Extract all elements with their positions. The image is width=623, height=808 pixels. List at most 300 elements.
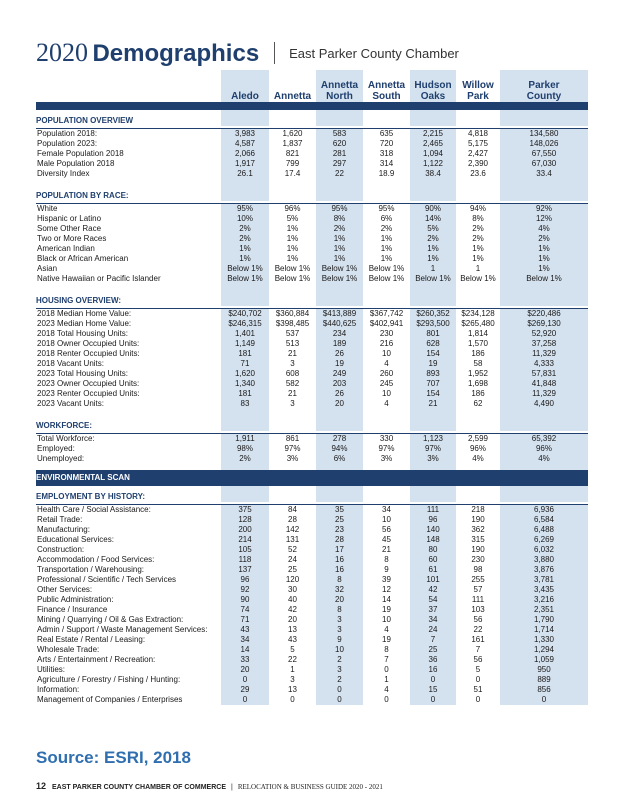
cell-value: 278 bbox=[316, 434, 363, 445]
cell-value: 362 bbox=[471, 525, 485, 534]
column-header-line1: Hudson bbox=[414, 80, 452, 91]
cell-value: 1% bbox=[410, 254, 456, 264]
cell-value: 7 bbox=[475, 645, 481, 654]
row-label: Educational Services: bbox=[37, 535, 114, 544]
table-row bbox=[36, 264, 588, 274]
cell-value: 1% bbox=[286, 234, 299, 243]
cell-value: $265,480 bbox=[461, 319, 495, 328]
cell-value: 375 bbox=[221, 505, 269, 516]
cell-value: 161 bbox=[471, 635, 485, 644]
cell-value: 3 bbox=[290, 399, 295, 408]
band-cell bbox=[316, 470, 363, 486]
spacer-cell bbox=[316, 486, 363, 502]
cell-value: 1% bbox=[500, 264, 588, 274]
row-label: Health Care / Social Assistance: bbox=[37, 505, 151, 514]
table-row bbox=[36, 399, 588, 409]
cell-value: 17.4 bbox=[284, 169, 301, 178]
section-title: HOUSING OVERVIEW: bbox=[36, 296, 122, 305]
spacer-cell bbox=[221, 110, 269, 126]
cell-value: 96 bbox=[410, 515, 456, 525]
table-row bbox=[36, 129, 588, 140]
cell-value: 56 bbox=[382, 525, 391, 534]
cell-value: 19 bbox=[410, 359, 456, 369]
cell-value: 8% bbox=[316, 214, 363, 224]
cell-value: 0 bbox=[384, 665, 389, 674]
cell-value: 230 bbox=[471, 555, 485, 564]
cell-value: 1% bbox=[380, 234, 393, 243]
cell-value: 1,330 bbox=[500, 635, 588, 645]
column-header-line1: Aledo bbox=[231, 91, 259, 102]
header-band bbox=[36, 102, 588, 110]
column-header-line1: Parker bbox=[528, 80, 560, 91]
cell-value: 142 bbox=[285, 525, 300, 534]
row-label: Population 2023: bbox=[37, 139, 98, 148]
spacer-cell bbox=[500, 290, 588, 306]
section-title: POPULATION OVERVIEW bbox=[36, 116, 134, 125]
table-row bbox=[36, 224, 588, 234]
cell-value: 148 bbox=[410, 535, 456, 545]
spacer-cell bbox=[456, 110, 500, 126]
cell-value: 97% bbox=[410, 444, 456, 454]
row-label: Black or African American bbox=[37, 254, 129, 263]
cell-value: 255 bbox=[471, 575, 485, 584]
band-cell bbox=[500, 102, 588, 110]
row-label: 2018 Owner Occupied Units: bbox=[37, 339, 140, 348]
spacer-cell bbox=[410, 185, 456, 201]
column-header-line2: County bbox=[526, 91, 562, 102]
cell-value: 3% bbox=[286, 454, 299, 463]
column-header-line2: Oaks bbox=[420, 91, 446, 102]
cell-value: 0 bbox=[316, 685, 363, 695]
cell-value: 1,911 bbox=[221, 434, 269, 445]
footer-separator: | bbox=[230, 784, 233, 791]
row-label: Management of Companies / Enterprises bbox=[37, 695, 183, 704]
cell-value: 154 bbox=[410, 389, 456, 399]
table-row bbox=[36, 515, 588, 525]
cell-value: 234 bbox=[316, 329, 363, 339]
cell-value: $234,128 bbox=[461, 309, 495, 318]
row-label: Some Other Race bbox=[37, 224, 102, 233]
spacer-cell bbox=[363, 415, 410, 431]
cell-value: 22 bbox=[288, 655, 297, 664]
cell-value: 98 bbox=[473, 565, 483, 574]
cell-value: 608 bbox=[285, 369, 300, 378]
band-cell bbox=[221, 470, 269, 486]
cell-value: 20 bbox=[316, 399, 363, 409]
cell-value: 1,952 bbox=[467, 369, 489, 378]
cell-value: 216 bbox=[379, 339, 394, 348]
cell-value: 318 bbox=[379, 149, 394, 158]
table-row bbox=[36, 444, 588, 454]
spacer-cell bbox=[269, 185, 316, 201]
cell-value: 25 bbox=[316, 515, 363, 525]
cell-value: 4 bbox=[384, 359, 389, 368]
row-label: Other Services: bbox=[37, 585, 93, 594]
header-spacer bbox=[36, 70, 221, 102]
cell-value: 94% bbox=[316, 444, 363, 454]
spacer-cell bbox=[316, 290, 363, 306]
cell-value: 45 bbox=[382, 535, 391, 544]
cell-value: 1,714 bbox=[500, 625, 588, 635]
cell-value: 111 bbox=[471, 595, 485, 604]
cell-value: 1% bbox=[380, 254, 393, 263]
cell-value: 8 bbox=[316, 605, 363, 615]
table-row bbox=[36, 555, 588, 565]
cell-value: 856 bbox=[500, 685, 588, 695]
cell-value: 43 bbox=[288, 635, 297, 644]
section-title: WORKFORCE: bbox=[36, 421, 92, 430]
cell-value: 628 bbox=[410, 339, 456, 349]
row-label: Population 2018: bbox=[37, 129, 98, 138]
cell-value: 6,488 bbox=[500, 525, 588, 535]
row-label: Information: bbox=[37, 685, 80, 694]
table-row bbox=[36, 389, 588, 399]
cell-value: 3,216 bbox=[500, 595, 588, 605]
cell-value: 62 bbox=[473, 399, 483, 408]
cell-value: 131 bbox=[285, 535, 300, 544]
cell-value: 12% bbox=[500, 214, 588, 224]
cell-value: 54 bbox=[410, 595, 456, 605]
table-row bbox=[36, 329, 588, 339]
row-label: Finance / Insurance bbox=[37, 605, 108, 614]
cell-value: 38.4 bbox=[410, 169, 456, 179]
row-label: Accommodation / Food Services: bbox=[37, 555, 155, 564]
cell-value: 65,392 bbox=[500, 434, 588, 445]
row-label: Native Hawaiian or Pacific Islander bbox=[37, 274, 161, 283]
cell-value: 200 bbox=[221, 525, 269, 535]
cell-value: 4% bbox=[500, 224, 588, 234]
cell-value: 583 bbox=[316, 129, 363, 140]
cell-value: Below 1% bbox=[460, 274, 496, 283]
cell-value: 71 bbox=[221, 359, 269, 369]
spacer-cell bbox=[221, 415, 269, 431]
cell-value: 218 bbox=[471, 505, 485, 514]
cell-value: 0 bbox=[384, 695, 389, 704]
cell-value: 1% bbox=[221, 254, 269, 264]
cell-value: 26.1 bbox=[221, 169, 269, 179]
spacer-cell bbox=[456, 486, 500, 502]
cell-value: 96% bbox=[284, 204, 301, 213]
cell-value: 635 bbox=[379, 129, 394, 138]
cell-value: 2% bbox=[410, 234, 456, 244]
cell-value: $360,884 bbox=[275, 309, 310, 318]
band-cell bbox=[269, 102, 316, 110]
cell-value: 2,427 bbox=[467, 149, 489, 158]
spacer-cell bbox=[410, 290, 456, 306]
section-title: POPULATION BY RACE: bbox=[36, 191, 129, 200]
column-header-line1: Annetta bbox=[320, 80, 359, 91]
cell-value: 2,390 bbox=[467, 159, 489, 168]
cell-value: 42 bbox=[288, 605, 297, 614]
cell-value: 2,215 bbox=[410, 129, 456, 140]
cell-value: 2% bbox=[221, 234, 269, 244]
cell-value: 98% bbox=[221, 444, 269, 454]
cell-value: 3,876 bbox=[500, 565, 588, 575]
cell-value: 11,329 bbox=[500, 389, 588, 399]
cell-value: 2% bbox=[221, 224, 269, 234]
page-header bbox=[36, 38, 459, 68]
cell-value: 2 bbox=[316, 655, 363, 665]
table-row bbox=[36, 274, 588, 284]
band-cell bbox=[221, 102, 269, 110]
cell-value: 513 bbox=[285, 339, 300, 348]
cell-value: $269,130 bbox=[500, 319, 588, 329]
cell-value: 190 bbox=[471, 515, 485, 524]
spacer-cell bbox=[500, 486, 588, 502]
cell-value: 7 bbox=[384, 655, 389, 664]
cell-value: 889 bbox=[500, 675, 588, 685]
cell-value: 10 bbox=[316, 645, 363, 655]
column-header bbox=[500, 70, 588, 102]
column-header-line1: Annetta bbox=[367, 80, 406, 91]
cell-value: 10 bbox=[382, 515, 391, 524]
cell-value: 32 bbox=[316, 585, 363, 595]
spacer-cell bbox=[363, 110, 410, 126]
page-number: 12 bbox=[36, 781, 47, 791]
cell-value: 8 bbox=[384, 645, 389, 654]
table-row bbox=[36, 309, 588, 320]
cell-value: 96% bbox=[500, 444, 588, 454]
cell-value: 1,814 bbox=[467, 329, 489, 338]
cell-value: 1,123 bbox=[410, 434, 456, 445]
table-row bbox=[36, 525, 588, 535]
cell-value: 71 bbox=[221, 615, 269, 625]
cell-value: 67,550 bbox=[500, 149, 588, 159]
footer-org: EAST PARKER COUNTY CHAMBER OF COMMERCE bbox=[52, 784, 226, 791]
section-heading-row bbox=[36, 290, 588, 306]
page-footer bbox=[36, 781, 383, 791]
spacer-cell bbox=[500, 185, 588, 201]
cell-value: 2,465 bbox=[410, 139, 456, 149]
cell-value: 41,848 bbox=[500, 379, 588, 389]
table-row bbox=[36, 254, 588, 264]
table-row bbox=[36, 585, 588, 595]
table-row bbox=[36, 169, 588, 179]
cell-value: 26 bbox=[316, 349, 363, 359]
cell-value: $398,485 bbox=[275, 319, 310, 328]
cell-value: 2% bbox=[316, 224, 363, 234]
table-row bbox=[36, 319, 588, 329]
cell-value: 21 bbox=[288, 389, 297, 398]
cell-value: 297 bbox=[316, 159, 363, 169]
cell-value: 28 bbox=[288, 515, 297, 524]
cell-value: 8% bbox=[472, 214, 484, 223]
cell-value: 19 bbox=[316, 359, 363, 369]
band-cell bbox=[363, 470, 410, 486]
section-heading-row bbox=[36, 486, 588, 502]
row-label: 2023 Median Home Value: bbox=[37, 319, 132, 328]
cell-value: 1% bbox=[472, 244, 484, 253]
cell-value: 189 bbox=[316, 339, 363, 349]
table-row bbox=[36, 379, 588, 389]
table-row bbox=[36, 645, 588, 655]
row-label: Female Population 2018 bbox=[37, 149, 124, 158]
table-row bbox=[36, 695, 588, 705]
cell-value: 42 bbox=[410, 585, 456, 595]
cell-value: 97% bbox=[378, 444, 395, 453]
spacer-cell bbox=[410, 110, 456, 126]
cell-value: 34 bbox=[410, 615, 456, 625]
cell-value: 2,599 bbox=[467, 434, 489, 443]
cell-value: 22 bbox=[473, 625, 483, 634]
cell-value: Below 1% bbox=[274, 264, 311, 273]
cell-value: 720 bbox=[379, 139, 394, 148]
cell-value: 23.6 bbox=[470, 169, 486, 178]
spacer-cell bbox=[269, 110, 316, 126]
cell-value: 4 bbox=[384, 625, 389, 634]
row-label: Real Estate / Rental / Leasing: bbox=[37, 635, 146, 644]
row-label: 2018 Median Home Value: bbox=[37, 309, 132, 318]
cell-value: 25 bbox=[410, 645, 456, 655]
cell-value: Below 1% bbox=[500, 274, 588, 284]
row-label: Transportation / Warehousing: bbox=[37, 565, 145, 574]
cell-value: 154 bbox=[410, 349, 456, 359]
header-divider bbox=[274, 42, 275, 64]
cell-value: 39 bbox=[382, 575, 391, 584]
cell-value: $220,486 bbox=[500, 309, 588, 320]
cell-value: 21 bbox=[288, 349, 297, 358]
row-label: American Indian bbox=[37, 244, 95, 253]
row-label: 2023 Owner Occupied Units: bbox=[37, 379, 140, 388]
spacer-cell bbox=[269, 415, 316, 431]
cell-value: 1% bbox=[410, 244, 456, 254]
cell-value: 101 bbox=[410, 575, 456, 585]
cell-value: 1% bbox=[286, 244, 299, 253]
table-row bbox=[36, 665, 588, 675]
cell-value: 19 bbox=[382, 635, 391, 644]
table-row bbox=[36, 625, 588, 635]
cell-value: 83 bbox=[221, 399, 269, 409]
cell-value: 4 bbox=[384, 685, 389, 694]
cell-value: 34 bbox=[221, 635, 269, 645]
cell-value: $246,315 bbox=[221, 319, 269, 329]
cell-value: 36 bbox=[410, 655, 456, 665]
cell-value: 26 bbox=[316, 389, 363, 399]
row-label: Professional / Scientific / Tech Services bbox=[37, 575, 177, 584]
cell-value: 17 bbox=[316, 545, 363, 555]
column-header bbox=[363, 70, 410, 102]
cell-value: 1,149 bbox=[221, 339, 269, 349]
band-cell bbox=[410, 102, 456, 110]
row-label: Total Workforce: bbox=[37, 434, 95, 443]
cell-value: 6,936 bbox=[500, 505, 588, 516]
cell-value: 16 bbox=[410, 665, 456, 675]
cell-value: 6,584 bbox=[500, 515, 588, 525]
cell-value: $402,941 bbox=[369, 319, 404, 328]
cell-value: 801 bbox=[410, 329, 456, 339]
row-label: 2018 Total Housing Units: bbox=[37, 329, 129, 338]
cell-value: 2% bbox=[380, 224, 393, 233]
cell-value: 118 bbox=[221, 555, 269, 565]
table-row bbox=[36, 595, 588, 605]
table-row bbox=[36, 565, 588, 575]
cell-value: 1% bbox=[316, 254, 363, 264]
row-label: Construction: bbox=[37, 545, 85, 554]
cell-value: Below 1% bbox=[316, 274, 363, 284]
cell-value: 4 bbox=[384, 399, 389, 408]
cell-value: 56 bbox=[473, 655, 483, 664]
cell-value: 90% bbox=[410, 204, 456, 215]
cell-value: 43 bbox=[221, 625, 269, 635]
cell-value: 1 bbox=[384, 675, 389, 684]
cell-value: 0 bbox=[475, 695, 481, 704]
band-cell bbox=[269, 470, 316, 486]
cell-value: 0 bbox=[475, 675, 481, 684]
cell-value: 140 bbox=[410, 525, 456, 535]
cell-value: 20 bbox=[221, 665, 269, 675]
cell-value: 6% bbox=[316, 454, 363, 464]
cell-value: 9 bbox=[316, 635, 363, 645]
cell-value: 12 bbox=[382, 585, 391, 594]
cell-value: 23 bbox=[316, 525, 363, 535]
row-label: Employed: bbox=[37, 444, 75, 453]
cell-value: 40 bbox=[288, 595, 297, 604]
cell-value: 5,175 bbox=[467, 139, 489, 148]
cell-value: 249 bbox=[316, 369, 363, 379]
cell-value: 214 bbox=[221, 535, 269, 545]
row-label: Wholesale Trade: bbox=[37, 645, 100, 654]
cell-value: $413,889 bbox=[316, 309, 363, 320]
cell-value: 57 bbox=[473, 585, 483, 594]
spacer-cell bbox=[456, 290, 500, 306]
cell-value: 1,401 bbox=[221, 329, 269, 339]
column-header-line2: North bbox=[326, 91, 353, 102]
column-header bbox=[269, 70, 316, 102]
cell-value: 9 bbox=[384, 565, 389, 574]
cell-value: 37 bbox=[410, 605, 456, 615]
cell-value: 861 bbox=[285, 434, 300, 443]
row-label: Two or More Races bbox=[37, 234, 107, 243]
column-header bbox=[456, 70, 500, 102]
cell-value: 4% bbox=[500, 454, 588, 464]
cell-value: 1% bbox=[286, 224, 299, 233]
cell-value: 92 bbox=[221, 585, 269, 595]
cell-value: 1,340 bbox=[221, 379, 269, 389]
cell-value: 1,917 bbox=[221, 159, 269, 169]
cell-value: 5 bbox=[475, 665, 481, 674]
cell-value: 52,920 bbox=[500, 329, 588, 339]
cell-value: 3,435 bbox=[500, 585, 588, 595]
cell-value: 57,831 bbox=[500, 369, 588, 379]
row-label: Arts / Entertainment / Recreation: bbox=[37, 655, 156, 664]
section-title: EMPLOYMENT BY HISTORY: bbox=[36, 492, 146, 501]
cell-value: 137 bbox=[221, 565, 269, 575]
row-label: Unemployed: bbox=[37, 454, 85, 463]
cell-value: 24 bbox=[410, 625, 456, 635]
table-row bbox=[36, 675, 588, 685]
column-header-row bbox=[36, 70, 588, 102]
cell-value: 61 bbox=[410, 565, 456, 575]
source-note: Source: ESRI, 2018 bbox=[36, 748, 191, 767]
cell-value: 3 bbox=[316, 665, 363, 675]
row-label: 2023 Total Housing Units: bbox=[37, 369, 129, 378]
header-year: 2020 bbox=[36, 38, 88, 67]
section-heading-row bbox=[36, 415, 588, 431]
cell-value: 3% bbox=[380, 454, 393, 463]
env-scan-title: ENVIRONMENTAL SCAN bbox=[36, 470, 221, 486]
cell-value: 25 bbox=[288, 565, 297, 574]
cell-value: 620 bbox=[316, 139, 363, 149]
cell-value: $367,742 bbox=[369, 309, 404, 318]
column-header-line2: Park bbox=[467, 91, 489, 102]
cell-value: 281 bbox=[316, 149, 363, 159]
cell-value: Below 1% bbox=[221, 264, 269, 274]
cell-value: 74 bbox=[221, 605, 269, 615]
band-cell bbox=[456, 470, 500, 486]
spacer-cell bbox=[316, 185, 363, 201]
cell-value: 799 bbox=[285, 159, 300, 168]
cell-value: 186 bbox=[471, 389, 485, 398]
